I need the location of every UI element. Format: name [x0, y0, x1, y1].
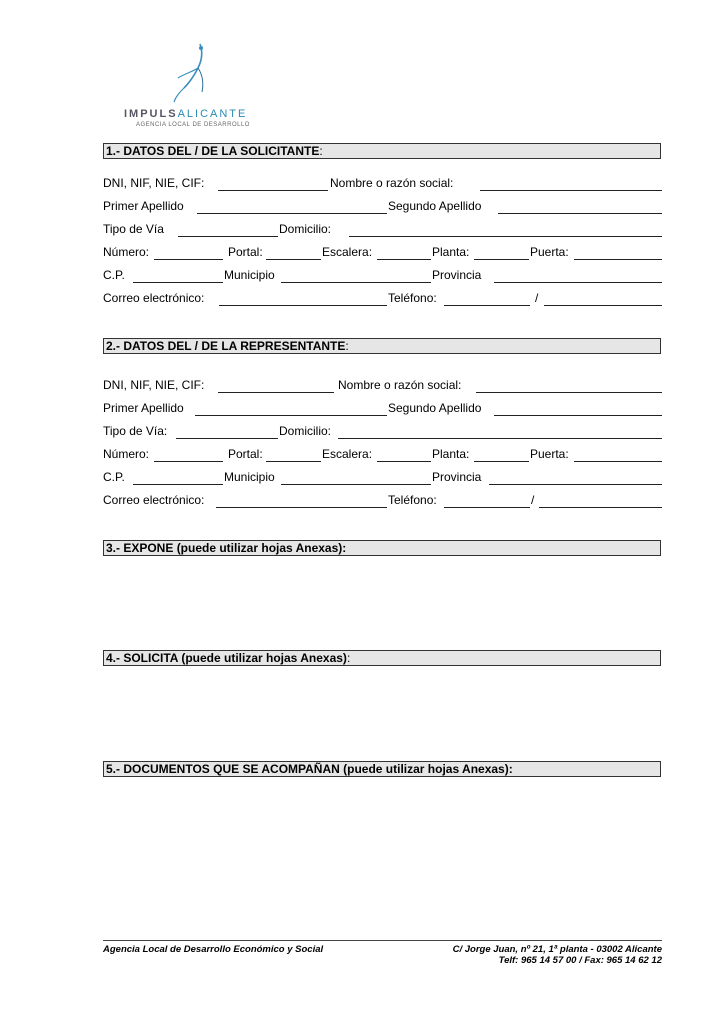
telefono-label: Teléfono: [388, 291, 437, 305]
puerta-field[interactable] [574, 259, 662, 260]
correo-label: Correo electrónico: [103, 291, 205, 305]
provincia-label: Provincia [432, 470, 482, 484]
footer-contact [453, 944, 662, 966]
section-5-header: 5.- DOCUMENTOS QUE SE ACOMPAÑAN (puede utilizar hojas Anexas): [103, 761, 661, 777]
escalera-field[interactable] [377, 461, 431, 462]
cp-label: C.P. [103, 470, 125, 484]
form-row-apellidos [103, 401, 662, 417]
form-row-contacto [103, 291, 662, 307]
form-row-cp [103, 268, 662, 284]
correo-field[interactable] [216, 507, 387, 508]
numero-label: Número: [103, 245, 150, 259]
numero-field[interactable] [154, 461, 223, 462]
primer-apellido-label: Primer Apellido [103, 401, 184, 415]
escalera-label: Escalera: [322, 447, 373, 461]
segundo-apellido-label: Segundo Apellido [388, 401, 482, 415]
provincia-field[interactable] [489, 484, 662, 485]
swimmer-logo-icon [172, 42, 212, 104]
dni-field[interactable] [218, 190, 328, 191]
puerta-label: Puerta: [530, 447, 569, 461]
primer-apellido-field[interactable] [197, 213, 387, 214]
segundo-apellido-field[interactable] [498, 213, 662, 214]
puerta-label: Puerta: [530, 245, 569, 259]
form-row-contacto [103, 493, 662, 509]
telefono-field-1[interactable] [444, 507, 530, 508]
documentos-area[interactable] [103, 781, 662, 931]
planta-label: Planta: [432, 447, 470, 461]
domicilio-field[interactable] [349, 236, 662, 237]
nombre-field[interactable] [476, 392, 662, 393]
telefono-field-2[interactable] [539, 507, 662, 508]
telefono-label: Teléfono: [388, 493, 437, 507]
segundo-apellido-field[interactable] [494, 415, 662, 416]
footer-phones: Telf: 965 14 57 00 / Fax: 965 14 62 12 [498, 955, 662, 966]
expone-area[interactable] [103, 560, 662, 648]
nombre-label: Nombre o razón social: [338, 378, 462, 392]
provincia-field[interactable] [494, 282, 662, 283]
nombre-label: Nombre o razón social: [330, 176, 454, 190]
escalera-label: Escalera: [322, 245, 373, 259]
form-row-cp [103, 470, 662, 486]
dni-label: DNI, NIF, NIE, CIF: [103, 176, 205, 190]
municipio-label: Municipio [224, 470, 275, 484]
form-row-numero [103, 447, 662, 463]
portal-field[interactable] [266, 461, 321, 462]
tipo-via-field[interactable] [178, 236, 278, 237]
portal-label: Portal: [228, 245, 263, 259]
provincia-label: Provincia [432, 268, 482, 282]
cp-field[interactable] [133, 282, 223, 283]
primer-apellido-field[interactable] [195, 415, 387, 416]
form-row-numero [103, 245, 662, 261]
telefono-separator: / [535, 291, 539, 305]
nombre-field[interactable] [480, 190, 662, 191]
cp-field[interactable] [133, 484, 223, 485]
segundo-apellido-label: Segundo Apellido [388, 199, 482, 213]
section-4-header: 4.- SOLICITA (puede utilizar hojas Anexas): [103, 650, 661, 666]
form-row-apellidos [103, 199, 662, 215]
tipo-via-label: Tipo de Vía: [103, 424, 168, 438]
footer-divider [103, 940, 662, 941]
cp-label: C.P. [103, 268, 125, 282]
municipio-field[interactable] [281, 282, 431, 283]
logo-subtitle: AGENCIA LOCAL DE DESARROLLO [136, 122, 250, 128]
municipio-field[interactable] [281, 484, 431, 485]
telefono-field-2[interactable] [544, 305, 662, 306]
numero-label: Número: [103, 447, 150, 461]
telefono-field-1[interactable] [444, 305, 530, 306]
portal-field[interactable] [266, 259, 321, 260]
planta-field[interactable] [474, 259, 529, 260]
form-row-dni [103, 378, 662, 394]
escalera-field[interactable] [377, 259, 431, 260]
section-1-header: 1.- DATOS DEL / DE LA SOLICITANTE: [103, 143, 661, 159]
section-3-header: 3.- EXPONE (puede utilizar hojas Anexas): [103, 540, 661, 556]
solicita-area[interactable] [103, 670, 662, 758]
footer-agency: Agencia Local de Desarrollo Económico y Social [103, 944, 324, 955]
tipo-via-label: Tipo de Vía [103, 222, 164, 236]
planta-label: Planta: [432, 245, 470, 259]
form-row-via [103, 424, 662, 440]
planta-field[interactable] [474, 461, 529, 462]
correo-field[interactable] [219, 305, 387, 306]
portal-label: Portal: [228, 447, 263, 461]
numero-field[interactable] [154, 259, 223, 260]
form-row-via [103, 222, 662, 238]
domicilio-label: Domicilio: [279, 424, 332, 438]
footer-address: C/ Jorge Juan, nº 21, 1ª planta - 03002 Alicante [452, 944, 662, 955]
logo [118, 42, 248, 132]
correo-label: Correo electrónico: [103, 493, 205, 507]
telefono-separator: / [531, 493, 535, 507]
form-row-dni [103, 176, 662, 192]
domicilio-label: Domicilio: [279, 222, 332, 236]
tipo-via-field[interactable] [176, 438, 278, 439]
dni-field[interactable] [218, 392, 334, 393]
dni-label: DNI, NIF, NIE, CIF: [103, 378, 205, 392]
puerta-field[interactable] [574, 461, 662, 462]
primer-apellido-label: Primer Apellido [103, 199, 184, 213]
section-2-header: 2.- DATOS DEL / DE LA REPRESENTANTE: [103, 338, 661, 354]
logo-name: IMPULSALICANTE [124, 108, 248, 120]
domicilio-field[interactable] [338, 438, 662, 439]
municipio-label: Municipio [224, 268, 275, 282]
